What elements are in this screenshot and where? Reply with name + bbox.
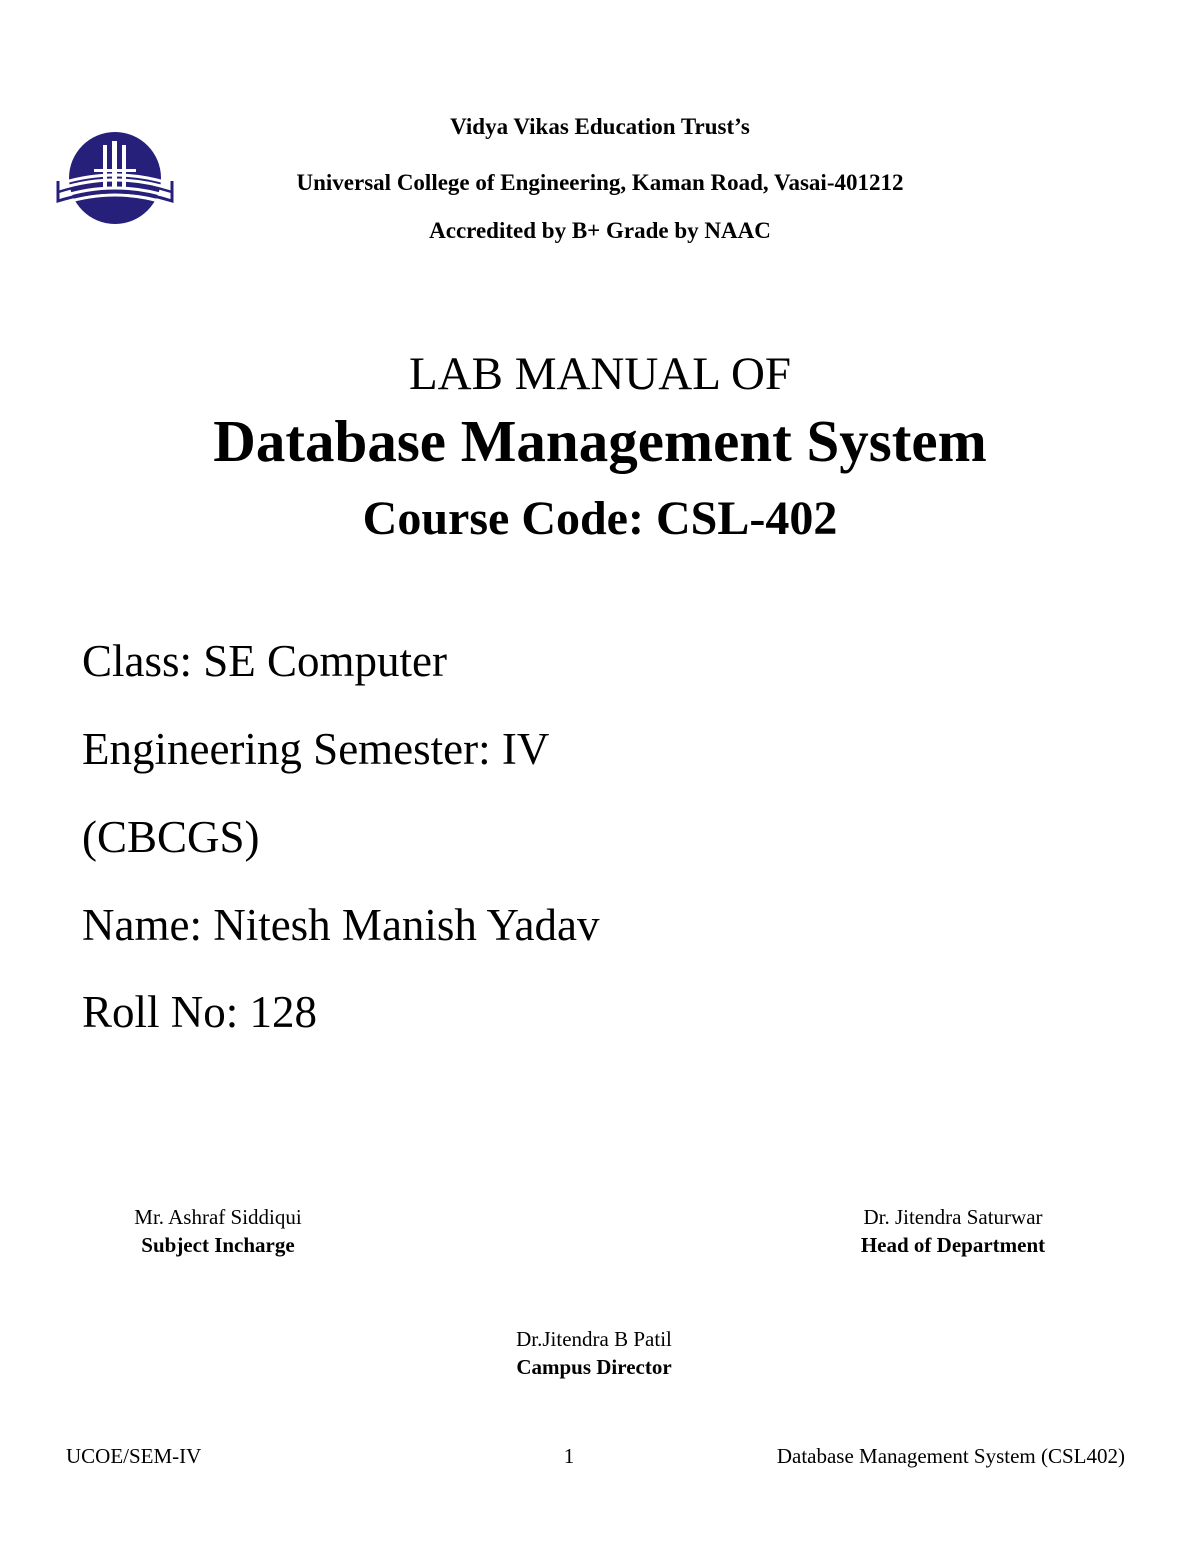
- college-name: Universal College of Engineering, Kaman Road, Vasai-401212: [296, 170, 904, 195]
- director-role: Campus Director: [516, 1355, 672, 1379]
- subject-title: Database Management System: [213, 408, 987, 474]
- director-signature: [470, 1325, 718, 1381]
- page-number: 1: [563, 1444, 575, 1468]
- manual-title: LAB MANUAL OF: [408, 348, 792, 400]
- footer-right: Database Management System (CSL402): [776, 1444, 1125, 1468]
- subject-incharge-name: Mr. Ashraf Siddiqui: [134, 1205, 302, 1229]
- director-name: Dr.Jitendra B Patil: [516, 1327, 672, 1351]
- subject-incharge-role: Subject Incharge: [141, 1233, 295, 1257]
- course-code: Course Code: CSL-402: [362, 492, 838, 545]
- hod-role: Head of Department: [860, 1233, 1046, 1257]
- subject-incharge-signature: [100, 1203, 336, 1259]
- roll-number: Roll No: 128: [82, 987, 318, 1037]
- semester-line: Engineering Semester: IV: [82, 724, 550, 774]
- class-line: Class: SE Computer: [82, 636, 448, 686]
- scheme-line: (CBCGS): [82, 812, 260, 862]
- accreditation: Accredited by B+ Grade by NAAC: [429, 218, 771, 243]
- hod-signature: [830, 1203, 1076, 1259]
- hod-name: Dr. Jitendra Saturwar: [863, 1205, 1043, 1229]
- trust-name: Vidya Vikas Education Trust’s: [450, 114, 750, 139]
- footer-left: UCOE/SEM-IV: [66, 1444, 202, 1468]
- student-name: Name: Nitesh Manish Yadav: [82, 900, 600, 950]
